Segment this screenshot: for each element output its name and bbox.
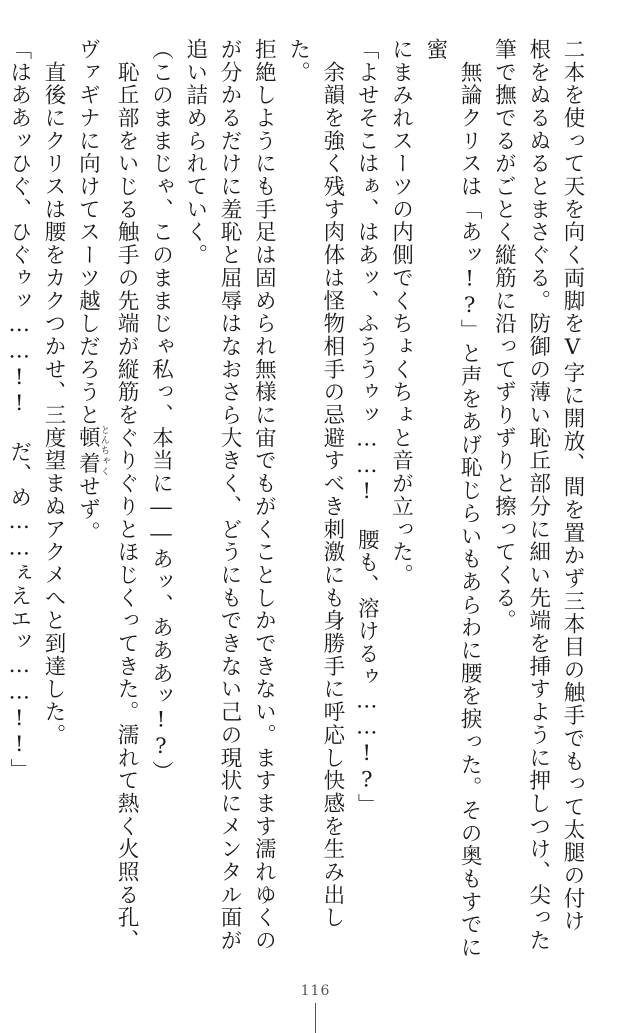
text-line: （このままじゃ、このままじゃ私っ、本当に――あッ、あああッ!?） [148,38,174,784]
page-number: 116 [300,983,331,999]
text-line: 直後にクリスは腰をカクつかせ、三度望まぬアクメへと到達した。 [41,38,67,747]
text-line: 恥丘部をいじる触手の先端が縦筋をぐりぐりとほじくってきた。濡れて熱く火照る孔、 [114,38,140,952]
text-line: 追い詰められていく。 [182,38,208,267]
ruby-reading: とんちゃく [98,424,109,477]
ruby-word [75,424,109,477]
text-line: 余韻を強く残す肉体は怪物相手の忌避すべき刺激にも身勝手に呼応し快感を生み出した。 [285,38,345,930]
text-line: 拒絶しようにも手足は固められ無様に宙でもがくことしかできない。ますます濡れゆくの [251,38,277,952]
text-line: にまみれスーツの内側でくちょくちょと音が立った。 [388,38,414,587]
folio-rule [315,1003,316,1033]
text-line: 筆で撫でるがごとく縦筋に沿ってずりずりと擦ってくる。 [491,38,517,633]
text-line: 二本を使って天を向く両脚をV字に開放、間を置かず三本目の触手でもって太腿の付け [560,38,585,933]
text-before-ruby: ヴァギナに向けてスーツ越しだろうと [75,38,101,427]
text-line: 根をぬるぬるとまさぐる。防御の薄い恥丘部分に細い先端を挿すように押しつけ、尖った [525,38,551,952]
text-line: が分かるだけに羞恥と屈辱はなおさら大きく、どうにもできない己の現状にメンタル面が [217,38,243,952]
text-line: 「はああッひぐ、ひぐゥッ……!! だ、め……ぇえエッ……!!」 [6,38,32,782]
text-after-ruby: せず。 [75,475,101,544]
text-line: 無論クリスは「あッ!?」と声をあげ恥じらいもあらわに腰を捩った。その奥もすでに蜜 [422,38,483,959]
ruby-base: 頓着 [75,424,101,477]
text-line-with-ruby [70,38,109,968]
vertical-text-body [6,38,589,968]
text-line: 「よせそこはぁ、はあッ、ふううゥッ……! 腰も、溶けるゥ……!?」 [354,38,380,817]
